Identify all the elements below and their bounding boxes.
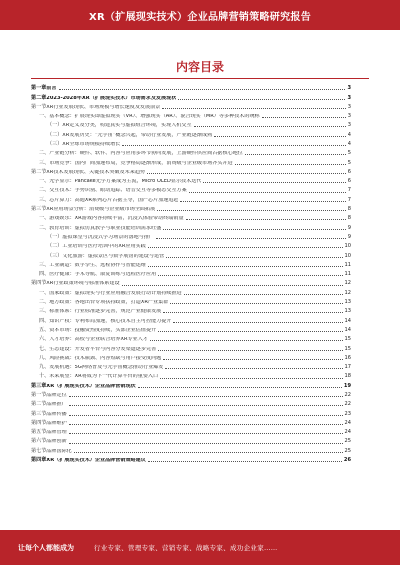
- toc-leader-dots: [166, 257, 342, 258]
- toc-entry-number: 五、: [39, 326, 50, 333]
- toc-leader-dots: [157, 210, 346, 211]
- toc-entry-number: （三）: [47, 140, 63, 147]
- toc-entry-label: 医疗健康：手术导航、康复训练与远程医疗应用: [49, 272, 157, 278]
- toc-leader-dots: [163, 312, 342, 313]
- toc-entry[interactable]: [31, 194, 351, 203]
- toc-entry-label: 品牌定位: [46, 393, 67, 398]
- toc-entry-page: 12: [344, 289, 351, 296]
- toc-entry-label: XR（扩展现实技术）企业品牌营销策略建议: [46, 458, 146, 464]
- toc-entry-number: 一、: [39, 113, 50, 120]
- toc-entry-label: 交互技术：手势识别、眼动追踪、语音交互等多模态交互方案: [49, 188, 187, 194]
- toc-entry-page: 3: [347, 94, 351, 101]
- toc-entry-number: 第四节: [31, 280, 47, 287]
- toc-entry-number: 一、: [39, 215, 50, 222]
- toc-entry-number: 三、: [39, 261, 50, 268]
- toc-entry-label: 地方政策：各地出台专项扶持政策，打造XR产业集群: [49, 300, 169, 306]
- toc-leader-dots: [245, 154, 346, 155]
- toc-entry-page: 9: [347, 224, 351, 231]
- toc-entry[interactable]: [31, 398, 351, 407]
- toc-entry-page: 13: [344, 299, 351, 306]
- toc-entry[interactable]: [31, 426, 351, 435]
- toc-entry-number: 八、: [39, 354, 50, 361]
- toc-entry[interactable]: [31, 82, 351, 91]
- toc-entry[interactable]: [31, 166, 351, 175]
- toc-leader-dots: [138, 387, 342, 388]
- toc-leader-dots: [178, 99, 345, 100]
- toc-entry-number: 四、: [39, 271, 50, 278]
- toc-entry[interactable]: [31, 212, 351, 221]
- toc-entry[interactable]: [31, 296, 351, 305]
- toc-entry-page: 4: [347, 140, 351, 147]
- toc-leader-dots: [148, 266, 343, 267]
- toc-leader-dots: [189, 192, 346, 193]
- toc-entry-number: 十、: [39, 373, 50, 380]
- toc-leader-dots: [122, 285, 343, 286]
- toc-entry[interactable]: [31, 268, 351, 277]
- toc-entry-label: XR行业政策环境与标准体系建设: [46, 281, 120, 287]
- toc-leader-dots: [160, 378, 342, 379]
- toc-entry[interactable]: [31, 342, 351, 351]
- toc-entry[interactable]: [31, 184, 351, 193]
- toc-entry[interactable]: [31, 259, 351, 268]
- toc-entry-page: 11: [344, 261, 351, 268]
- toc-entry[interactable]: [31, 110, 351, 119]
- toc-entry-page: 19: [343, 382, 351, 389]
- toc-entry-page: 8: [347, 206, 351, 213]
- toc-leader-dots: [262, 117, 346, 118]
- toc-heading: 内容目录: [175, 60, 224, 74]
- toc-entry[interactable]: [31, 240, 351, 249]
- toc-entry-label: XR技术发展现状、关键技术突破及未来趋势: [46, 169, 146, 175]
- toc-entry-label: 2023-2028年XR（扩展现实技术）市场需求及发展现状: [46, 95, 177, 101]
- toc-top-divider: [31, 78, 369, 79]
- toc-entry[interactable]: [31, 435, 351, 444]
- toc-entry[interactable]: [31, 119, 351, 128]
- toc-leader-dots: [148, 461, 342, 462]
- toc-entry[interactable]: [31, 231, 351, 240]
- toc-entry[interactable]: [31, 314, 351, 323]
- toc-entry[interactable]: [31, 380, 351, 389]
- toc-leader-dots: [150, 340, 343, 341]
- report-title: XR（扩展现实技术）企业品牌营销策略研究报告: [88, 11, 311, 23]
- toc-entry-page: 5: [347, 150, 351, 157]
- toc-entry-label: 市场竞争：国内厂商加速布局，竞争格局逐渐形成，消费级与企业级市场齐头并进: [49, 160, 233, 166]
- toc-entry-page: 13: [344, 308, 351, 315]
- report-header-bar: [0, 0, 400, 30]
- toc-entry[interactable]: [31, 305, 351, 314]
- toc-entry-page: 18: [344, 373, 351, 380]
- toc-entry-number: 二、: [39, 150, 50, 157]
- toc-entry-number: 三、: [39, 308, 50, 315]
- toc-entry-label: 生态建设：开发者平台与内容分发渠道逐步完善: [49, 346, 157, 352]
- toc-leader-dots: [69, 405, 343, 406]
- toc-entry-page: 26: [343, 457, 351, 464]
- toc-entry-page: 14: [344, 317, 351, 324]
- toc-entry-page: 25: [344, 447, 351, 454]
- toc-entry-label: 光学显示：Pancake光学方案成为主流，Micro OLED显示技术迭代: [49, 179, 202, 185]
- toc-entry-number: 第四章: [31, 457, 47, 464]
- toc-entry-label: 虚拟课堂与沉浸式学习场景的落地与推广: [62, 234, 154, 240]
- toc-entry-label: 人才培养：高校与企业联合培养XR专业人才: [49, 337, 148, 343]
- toc-leader-dots: [235, 164, 346, 165]
- toc-leader-dots: [184, 294, 343, 295]
- toc-entry-label: 品牌传播: [46, 411, 67, 417]
- toc-entry[interactable]: [31, 175, 351, 184]
- toc-entry[interactable]: [31, 352, 351, 361]
- table-of-contents: [31, 82, 351, 463]
- toc-leader-dots: [162, 108, 345, 109]
- toc-entry[interactable]: [31, 287, 351, 296]
- toc-entry-number: （一）: [47, 233, 63, 240]
- toc-leader-dots: [165, 368, 342, 369]
- footer-brand-slogan: 让每个人都能成为: [18, 543, 74, 552]
- toc-entry[interactable]: [31, 333, 351, 342]
- toc-entry-page: 16: [344, 354, 351, 361]
- toc-entry-label: 品牌推广: [46, 402, 67, 408]
- toc-entry-number: 第三节: [31, 206, 47, 213]
- toc-entry-page: 3: [347, 103, 351, 110]
- toc-entry[interactable]: [31, 147, 351, 156]
- toc-entry-page: 3: [347, 113, 351, 120]
- toc-entry[interactable]: [31, 361, 351, 370]
- toc-leader-dots: [148, 247, 343, 248]
- footer-bar: [0, 530, 400, 565]
- toc-entry-number: 七、: [39, 345, 50, 352]
- toc-entry-page: 5: [347, 159, 351, 166]
- toc-entry-label: 教育培训：虚拟仿真教学与职业技能培训需求旺盛: [49, 225, 162, 231]
- toc-entry-number: 二、: [39, 187, 50, 194]
- toc-entry-number: 一、: [39, 289, 50, 296]
- toc-entry-label: XR发展历史：“元宇宙”概念兴起，带动行业发展，产业链逐渐成熟: [62, 132, 213, 138]
- toc-entry-number: 第七节: [31, 447, 47, 454]
- toc-entry-number: 第六节: [31, 438, 47, 445]
- toc-entry-number: 三、: [39, 196, 50, 203]
- toc-leader-dots: [203, 182, 345, 183]
- toc-leader-dots: [214, 136, 346, 137]
- toc-leader-dots: [69, 433, 343, 434]
- toc-entry-label: 游戏娱乐：XR游戏内容持续丰富，沉浸式体验带动终端销量: [49, 216, 184, 222]
- toc-entry-page: 9: [347, 233, 351, 240]
- toc-entry-label: 工业培训与医疗培训中的XR应用实践: [62, 244, 146, 250]
- toc-entry-number: 第二节: [31, 401, 47, 408]
- toc-entry-page: 15: [344, 345, 351, 352]
- toc-entry[interactable]: [31, 156, 351, 165]
- toc-entry-page: 6: [347, 168, 351, 175]
- toc-entry-label: 标准体系：行业标准逐步完善，规范产业健康发展: [49, 309, 162, 315]
- toc-entry[interactable]: [31, 128, 351, 137]
- toc-entry-page: 4: [347, 131, 351, 138]
- toc-entry-page: 6: [347, 178, 351, 185]
- toc-entry-number: 第五节: [31, 429, 47, 436]
- toc-entry[interactable]: [31, 370, 351, 379]
- toc-entry-number: 第二章: [31, 94, 47, 101]
- toc-entry-page: 22: [344, 392, 351, 398]
- toc-entry[interactable]: [31, 324, 351, 333]
- toc-leader-dots: [170, 303, 342, 304]
- toc-entry-number: 第一章: [31, 85, 47, 92]
- toc-entry-label: 品牌国际化: [46, 448, 72, 454]
- toc-leader-dots: [69, 443, 343, 444]
- toc-entry-page: 10: [344, 243, 351, 250]
- toc-entry-label: 产业链分析：硬件、软件、内容与应用多环节协同发展，上游硬件供应商占据核心地位: [49, 151, 243, 157]
- toc-entry-label: 工业制造：数字孪生、远程协作与智能运维: [49, 262, 146, 268]
- toc-entry-label: 文化旅游：虚拟景区与数字展馆的建设与运营: [62, 253, 165, 259]
- toc-entry-page: 24: [344, 419, 351, 426]
- toc-entry-page: 25: [344, 438, 351, 445]
- toc-entry[interactable]: [31, 417, 351, 426]
- toc-entry-number: 九、: [39, 364, 50, 371]
- toc-entry[interactable]: [31, 389, 351, 398]
- toc-entry-page: 22: [344, 401, 351, 408]
- toc-leader-dots: [158, 275, 342, 276]
- toc-entry-number: 三、: [39, 159, 50, 166]
- toc-entry-number: 第三章: [31, 382, 47, 389]
- toc-entry-page: 7: [347, 187, 351, 194]
- toc-entry-number: （一）: [47, 122, 63, 129]
- toc-leader-dots: [158, 331, 342, 332]
- toc-entry[interactable]: [31, 91, 351, 100]
- toc-entry-number: 一、: [39, 178, 50, 185]
- toc-entry-number: 二、: [39, 224, 50, 231]
- toc-entry-label: XR（扩展现实技术）企业品牌营销现状: [46, 383, 136, 389]
- toc-leader-dots: [180, 201, 345, 202]
- toc-entry-label: 品牌维护: [46, 420, 67, 426]
- toc-entry[interactable]: [31, 221, 351, 230]
- toc-entry[interactable]: [31, 101, 351, 110]
- toc-leader-dots: [173, 322, 342, 323]
- toc-entry-label: 风险挑战：技术瓶颈、内容短缺与用户接受度问题: [49, 355, 162, 361]
- toc-leader-dots: [122, 145, 345, 146]
- toc-entry-label: XR应用场景分析：消费级与企业级市场全面拓展: [46, 207, 156, 213]
- toc-entry-label: XR定义及分类，构建真实与虚拟组合环境，实现人机交互: [62, 123, 192, 129]
- toc-entry[interactable]: [31, 277, 351, 286]
- toc-entry[interactable]: [31, 138, 351, 147]
- toc-entry-page: 11: [344, 271, 351, 278]
- toc-entry[interactable]: [31, 454, 351, 463]
- toc-entry-number: 二、: [39, 299, 50, 306]
- toc-entry-label: 品牌管理: [46, 430, 67, 436]
- toc-leader-dots: [186, 219, 346, 220]
- toc-entry-page: 3: [347, 85, 351, 92]
- toc-entry[interactable]: [31, 407, 351, 416]
- toc-leader-dots: [74, 452, 343, 453]
- toc-entry-number: （二）: [47, 243, 63, 250]
- toc-entry-label: 基本概念：扩展现实即虚拟现实（VR）、增强现实（AR）、混合现实（MR）等多种技术的统称: [49, 114, 260, 120]
- toc-entry-number: （二）: [47, 131, 63, 138]
- toc-entry-page: 15: [344, 336, 351, 343]
- toc-entry-number: 四、: [39, 317, 50, 324]
- toc-entry-page: 10: [344, 252, 351, 259]
- toc-leader-dots: [69, 396, 343, 397]
- toc-entry-page: 14: [344, 326, 351, 333]
- toc-entry-number: 六、: [39, 336, 50, 343]
- toc-entry-label: 未来展望：XR将成为下一代计算平台的重要入口: [49, 374, 159, 380]
- toc-entry-label: 发展机遇：5G网络普及与元宇宙概念推动行业爆发: [49, 365, 164, 371]
- toc-entry-number: 第一节: [31, 103, 47, 110]
- toc-entry-number: 第三节: [31, 410, 47, 417]
- toc-entry-page: 3: [347, 122, 351, 129]
- toc-leader-dots: [59, 89, 346, 90]
- toc-entry-number: （三）: [47, 252, 63, 259]
- toc-entry-page: 8: [347, 215, 351, 222]
- toc-entry-page: 24: [344, 429, 351, 436]
- toc-entry-page: 23: [344, 410, 351, 417]
- toc-entry-number: 第一节: [31, 392, 47, 398]
- toc-entry-label: 前言: [46, 86, 57, 92]
- toc-leader-dots: [163, 359, 342, 360]
- toc-entry-label: 国家政策：虚拟现实与行业应用融合发展行动计划持续推进: [49, 290, 182, 296]
- toc-leader-dots: [156, 238, 346, 239]
- toc-leader-dots: [69, 424, 343, 425]
- toc-entry-label: 知识产权：专利布局加速，核心技术自主可控能力提升: [49, 318, 172, 324]
- toc-entry-page: 12: [344, 280, 351, 287]
- toc-entry[interactable]: [31, 203, 351, 212]
- toc-leader-dots: [158, 350, 342, 351]
- footer-tagline: 行业专家、管理专家、营销专家、战略专家、成功企业家……: [94, 544, 278, 552]
- toc-entry-label: 资本市场：投融资热度持续，头部企业估值提升: [49, 327, 157, 333]
- toc-entry-number: 第四节: [31, 419, 47, 426]
- toc-entry-label: XR全球市场规模持续增长: [62, 141, 121, 147]
- toc-entry[interactable]: [31, 249, 351, 258]
- toc-entry[interactable]: [31, 445, 351, 454]
- toc-leader-dots: [163, 229, 345, 230]
- toc-entry-label: 芯片算力：高通XR系列芯片占据主导，国产芯片加速追赶: [49, 197, 179, 203]
- toc-leader-dots: [147, 173, 346, 174]
- toc-entry-label: XR行业发展现状、市场规模与增长速度及发展前景: [46, 104, 161, 110]
- toc-entry-page: 17: [344, 364, 351, 371]
- toc-entry-label: 品牌创新: [46, 439, 67, 445]
- toc-leader-dots: [69, 415, 343, 416]
- toc-entry-number: 第二节: [31, 168, 47, 175]
- toc-leader-dots: [194, 126, 346, 127]
- toc-entry-page: 7: [347, 196, 351, 203]
